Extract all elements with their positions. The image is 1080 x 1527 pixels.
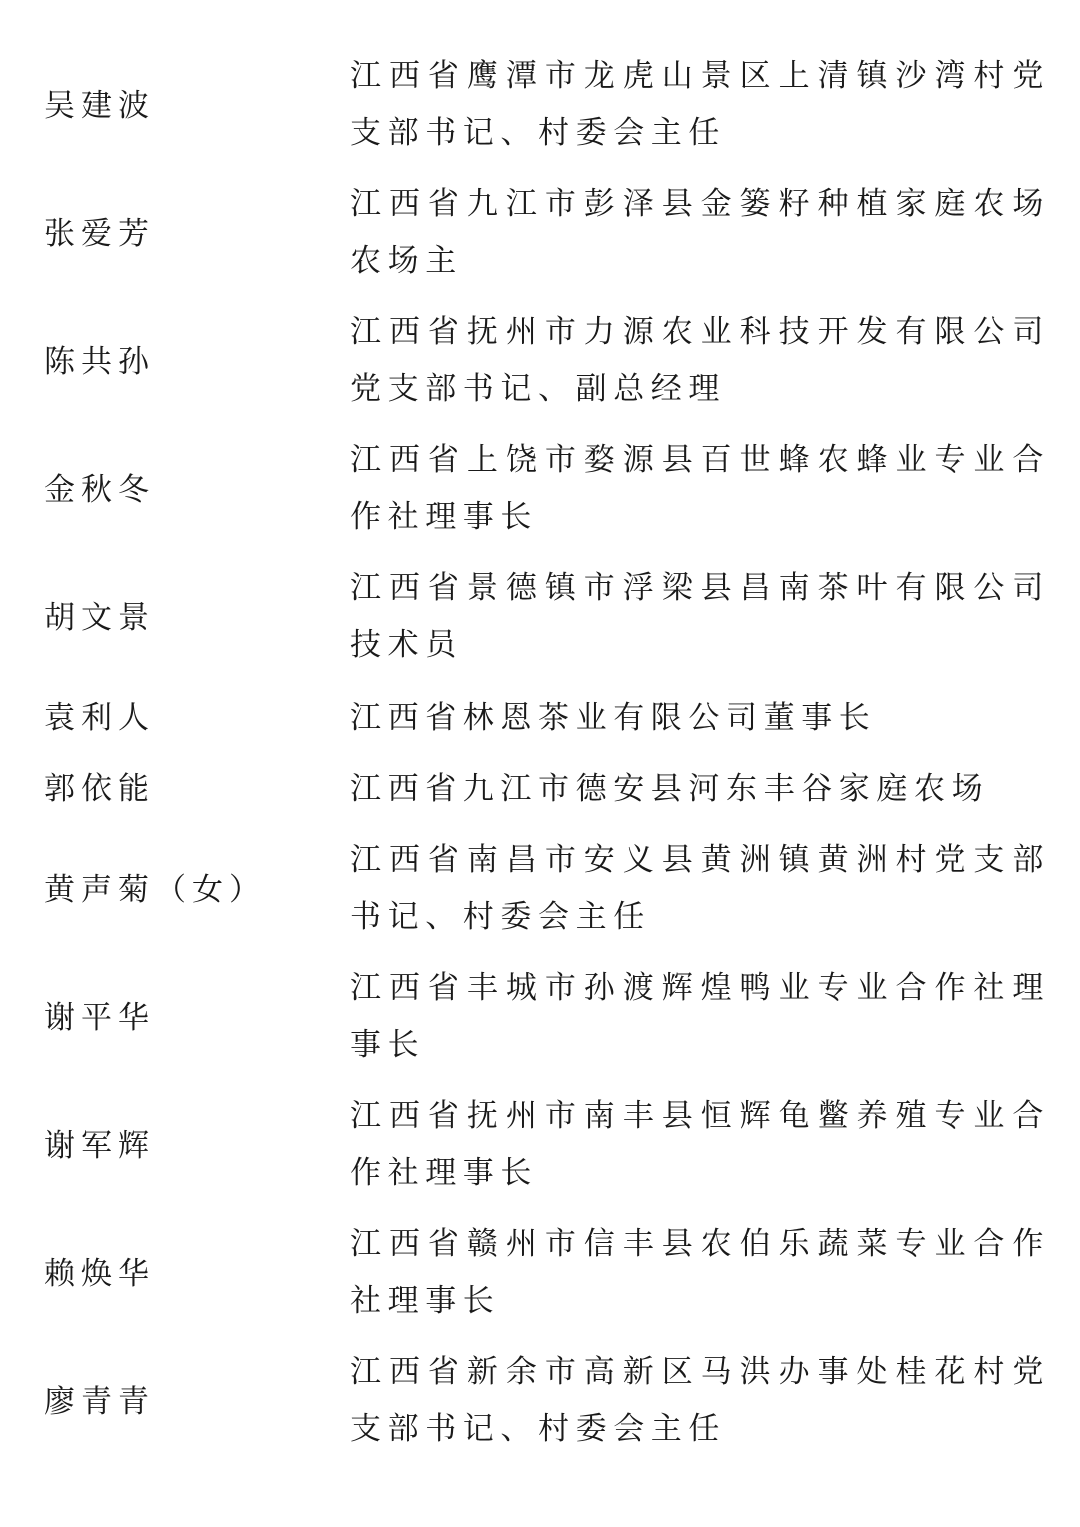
person-name: 袁利人	[44, 700, 155, 736]
person-name: 黄声菊（女）	[44, 872, 266, 908]
person-name: 陈共孙	[44, 344, 155, 380]
person-title: 江西省新余市高新区马洪办事处桂花村党支部书记、村委会主任	[350, 1354, 1050, 1447]
person-title: 江西省上饶市婺源县百世蜂农蜂业专业合作社理事长	[350, 442, 1050, 535]
person-title: 江西省鹰潭市龙虎山景区上清镇沙湾村党支部书记、村委会主任	[350, 58, 1050, 151]
person-name: 吴建波	[44, 88, 155, 124]
person-title: 江西省抚州市力源农业科技开发有限公司党支部书记、副总经理	[350, 314, 1050, 407]
person-name: 赖焕华	[44, 1256, 155, 1292]
person-name: 郭依能	[44, 771, 155, 807]
person-title: 江西省九江市德安县河东丰谷家庭农场	[350, 771, 990, 807]
person-name: 张爱芳	[44, 216, 155, 252]
person-title: 江西省南昌市安义县黄洲镇黄洲村党支部书记、村委会主任	[350, 842, 1050, 935]
person-title: 江西省林恩茶业有限公司董事长	[350, 700, 877, 736]
person-name: 廖青青	[44, 1384, 155, 1420]
person-name: 金秋冬	[44, 472, 155, 508]
person-name: 谢军辉	[44, 1128, 155, 1164]
person-title: 江西省景德镇市浮梁县昌南茶叶有限公司技术员	[350, 570, 1050, 663]
person-name: 胡文景	[44, 600, 155, 636]
person-title: 江西省九江市彭泽县金篓籽种植家庭农场农场主	[350, 186, 1050, 279]
person-title: 江西省抚州市南丰县恒辉龟鳖养殖专业合作社理事长	[350, 1098, 1050, 1191]
person-title: 江西省丰城市孙渡辉煌鸭业专业合作社理事长	[350, 970, 1050, 1063]
person-name: 谢平华	[44, 1000, 155, 1036]
person-title: 江西省赣州市信丰县农伯乐蔬菜专业合作社理事长	[350, 1226, 1050, 1319]
